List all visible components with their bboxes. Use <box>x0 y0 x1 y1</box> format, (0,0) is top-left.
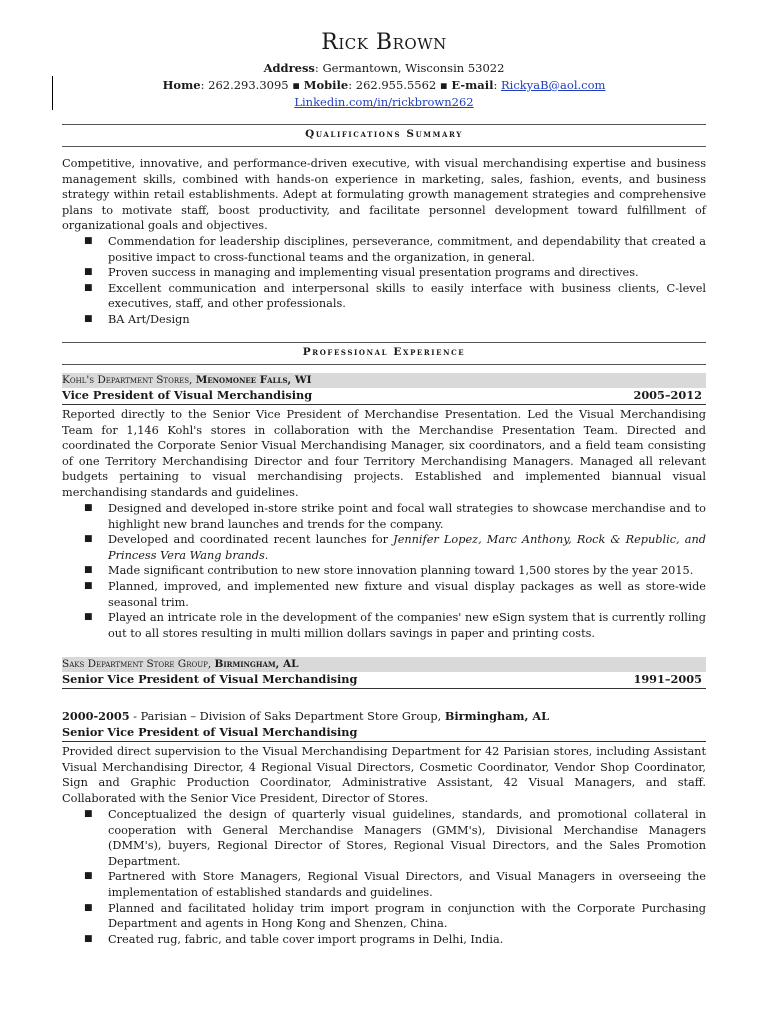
list-item: ■ Created rug, fabric, and table cover import programs in Delhi, India. <box>84 932 504 946</box>
margin-bar <box>52 76 53 110</box>
section-rule-bottom <box>62 364 706 365</box>
bullet-icon: ■ <box>84 809 93 819</box>
mobile-phone: 262.955.5562 <box>355 78 437 92</box>
kohls-summary: Reported directly to the Senior Vice President of Merchandise Presentation. Led the Visual Merchandising Team for 1,146 Kohl's stores in collaboration with the Merchandise Presentation Team. Directed and coordinated the Corporate Senior Visual Merchandising Manager, six coordinators, and a field team consisting of one Territory Merchandising Director and four Territory Merchandising Managers. Managed all relevant budgets pertaining to visual merchandising projects. Established and implemented biannual visual merchandising standards and guidelines. <box>62 408 706 499</box>
section-rule-top <box>62 124 706 125</box>
company-bar-kohls: Kohl's Department Stores, Menomonee Falls, WI <box>62 373 706 388</box>
list-item: ■ Excellent communication and interpersonal skills to easily interface with business clients, C-level executives, staff, and other professionals. <box>84 281 706 311</box>
company-name: Kohl's Department Stores <box>62 374 190 386</box>
mobile-label: Mobile <box>303 78 349 92</box>
list-item: ■ Designed and developed in-store strike point and focal wall strategies to showcase merchandise and to highlight new brand launches and trends for the company. <box>84 502 706 531</box>
bullet-icon: ■ <box>84 902 93 913</box>
experience-title: Professional Experience <box>302 346 466 358</box>
list-item: ■ Planned, improved, and implemented new fixture and visual display packages as well as store-wide seasonal trim. <box>84 579 706 609</box>
list-item: ■ Played an intricate role in the development of the companies' new eSign system that is currently rolling out to all stores resulting in multi million dollars savings in paper and printing costs. <box>84 611 706 640</box>
list-item: ■ Proven success in managing and implementing visual presentation programs and directives. <box>84 266 639 280</box>
address-value: Germantown, Wisconsin 53022 <box>322 61 505 75</box>
role-line-saks <box>62 672 706 687</box>
list-item: ■ Partnered with Store Managers, Regional Visual Directors, and Visual Managers in overseeing the implementation of established standards and guidelines. <box>84 870 706 899</box>
brand-names: Jennifer Lopez, Marc Anthony, Rock & Republic, and Princess Vera Wang brands <box>108 533 706 562</box>
parisian-company: - Parisian – Division of Saks Department Store Group <box>129 710 438 723</box>
parisian-list <box>62 807 706 947</box>
email-link[interactable]: RickyaB@aol.com <box>500 78 606 92</box>
parisian-location: Birmingham, AL <box>444 709 550 723</box>
email-label: E-mail <box>451 78 494 92</box>
section-rule-top <box>62 342 706 343</box>
role-rule <box>62 404 706 405</box>
role-title: Senior Vice President of Visual Merchandising <box>62 672 358 686</box>
address-label: Address <box>263 61 315 75</box>
bullet-icon: ■ <box>84 871 93 882</box>
list-item: ■ Planned and facilitated holiday trim import program in conjunction with the Corporate Purchasing Department and agents in Hong Kong and Shenzen, China. <box>84 901 706 931</box>
parisian-role <box>62 725 706 740</box>
address-line: Address: Germantown, Wisconsin 53022 <box>263 61 505 75</box>
role-years: 1991–2005 <box>633 672 702 686</box>
parisian-years: 2000-2005 <box>62 709 130 723</box>
bullet-icon: ■ <box>84 282 93 293</box>
bullet-icon: ■ <box>84 565 93 576</box>
contact-line: Home: 262.293.3095 ▪ Mobile: 262.955.5562 ▪ E-mail: RickyaB@aol.com <box>162 78 606 92</box>
qualifications-summary: Competitive, innovative, and performance-driven executive, with visual merchandising expertise and business management skills, combined with hands-on experience in marketing, sales, fashion, events, and business strategy within retail establishments. Adept at formulating growth management strategies and comprehensive plans to motivate staff, boost productivity, and facilitate personnel development toward fulfillment of organizational goals and objectives. <box>62 157 706 233</box>
role-title: Senior Vice President of Visual Merchandising <box>62 725 358 739</box>
bullet-icon: ■ <box>84 313 93 324</box>
bullet-icon: ■ <box>84 612 93 623</box>
company-name: Saks Department Store Group <box>62 658 208 670</box>
role-rule <box>62 688 706 689</box>
linkedin-link[interactable]: Linkedin.com/in/rickbrown262 <box>294 95 474 109</box>
company-location: Birmingham, AL <box>214 658 299 670</box>
bullet-icon: ■ <box>84 503 93 513</box>
role-line-kohls <box>62 388 706 403</box>
candidate-name: Rick Brown <box>321 30 447 55</box>
resume-header <box>62 30 706 111</box>
bullet-icon: ■ <box>84 267 93 278</box>
bullet-icon: ■ <box>84 580 93 591</box>
qualifications-list <box>62 234 706 328</box>
role-years: 2005–2012 <box>633 388 702 402</box>
parisian-line: 2000-2005 - Parisian – Division of Saks Department Store Group, Birmingham, AL <box>62 709 550 723</box>
role-title: Vice President of Visual Merchandising <box>62 388 313 402</box>
role-rule <box>62 741 706 742</box>
list-item: ■ BA Art/Design <box>84 312 190 326</box>
list-item: ■ Conceptualized the design of quarterly visual guidelines, standards, and promotional collateral in cooperation with General Merchandise Managers (GMM's), Divisional Merchandise Managers (DMM's), buyers, Regional Director of Stores, Regional Visual Directors, and the Sales Promotion Department. <box>84 808 706 868</box>
section-rule-bottom <box>62 146 706 147</box>
bullet-icon: ■ <box>84 933 93 944</box>
company-bar-saks: Saks Department Store Group, Birmingham, AL <box>62 657 706 672</box>
bullet-icon: ■ <box>84 236 93 246</box>
company-location: Menomonee Falls, WI <box>195 374 312 386</box>
parisian-summary: Provided direct supervision to the Visual Merchandising Department for 42 Parisian stores, including Assistant Visual Merchandising Director, 4 Regional Visual Directors, Cosmetic Coordinator, Vendor Shop Coordinator, Sign and Graphic Production Coordinator, Administrative Assistant, 42 Visual Managers, and staff. Collaborated with the Senior Vice President, Director of Stores. <box>62 745 706 805</box>
qualifications-title: Qualifications Summary <box>305 128 463 140</box>
list-item: ■ Commendation for leadership disciplines, perseverance, commitment, and dependability that created a positive impact to cross-functional teams and the organization, in general. <box>84 235 706 264</box>
list-item: ■ Made significant contribution to new store innovation planning toward 1,500 stores by the year 2015. <box>84 564 694 578</box>
kohls-list <box>62 501 706 641</box>
bullet-icon: ■ <box>84 534 93 545</box>
linkedin-line <box>62 94 706 111</box>
home-label: Home <box>162 78 201 92</box>
list-item: ■ Developed and coordinated recent launches for Jennifer Lopez, Marc Anthony, Rock & Republic, and Princess Vera Wang brands. <box>84 533 706 562</box>
home-phone: 262.293.3095 <box>208 78 289 92</box>
